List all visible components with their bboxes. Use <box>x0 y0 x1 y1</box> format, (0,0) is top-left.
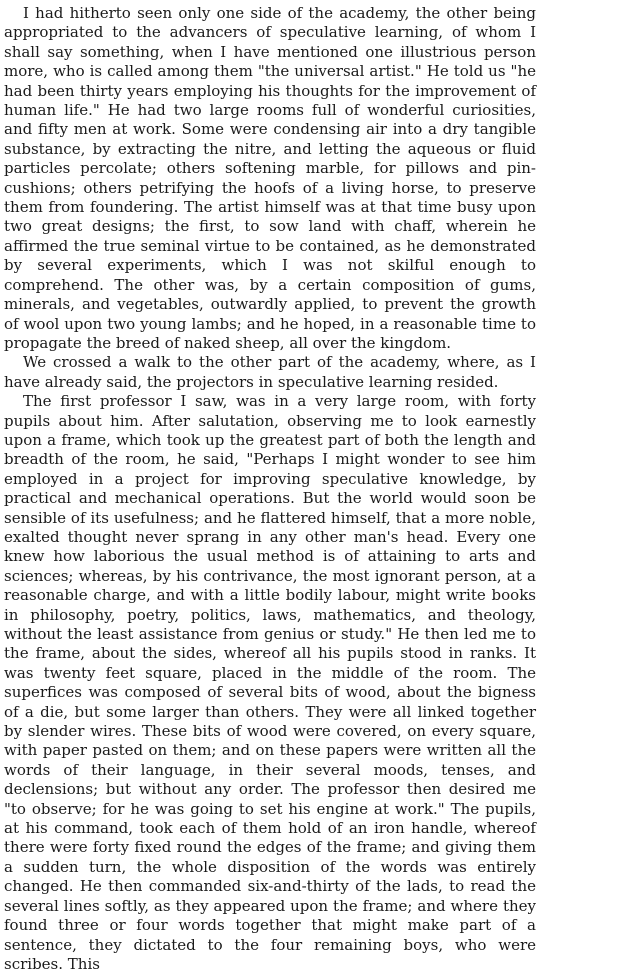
paragraph-crossed-walk: We crossed a walk to the other part of the academy, where, as I have already said, the projectors in speculative learning resided. <box>4 353 536 391</box>
paragraph-universal-artist: I had hitherto seen only one side of the academy, the other being appropriated to the advancers of speculative learning, of whom I shall say something, when I have mentioned one illustrious person more, who is called among them "the universal artist." He told us "he had been thirty years employing his thoughts for the improvement of human life." He had two large rooms full of wonderful curiosities, and fifty men at work. Some were condensing air into a dry tangible substance, by extracting the nitre, and letting the aqueous or fluid particles percolate; others softening marble, for pillows and pin-cushions; others petrifying the hoofs of a living horse, to preserve them from foundering. The artist himself was at that time busy upon two great designs; the first, to sow land with chaff, wherein he affirmed the true seminal virtue to be contained, as he demonstrated by several experiments, which I was not skilful enough to comprehend. The other was, by a certain composition of gums, minerals, and vegetables, outwardly applied, to prevent the growth of wool upon two young lambs; and he hoped, in a reasonable time to propagate the breed of naked sheep, all over the kingdom. <box>4 4 536 352</box>
paragraph-first-professor: The first professor I saw, was in a very large room, with forty pupils about him. After salutation, observing me to look earnestly upon a frame, which took up the greatest part of both the length and breadth of the room, he said, "Perhaps I might wonder to see him employed in a project for improving speculative knowledge, by practical and mechanical operations. But the world would soon be sensible of its usefulness; and he flattered himself, that a more noble, exalted thought never sprang in any other man's head. Every one knew how laborious the usual method is of attaining to arts and sciences; whereas, by his contrivance, the most ignorant person, at a reasonable charge, and with a little bodily labour, might write books in philosophy, poetry, politics, laws, mathematics, and theology, without the least assistance from genius or study." He then led me to the frame, about the sides, whereof all his pupils stood in ranks. It was twenty feet square, placed in the middle of the room. The superfices was composed of several bits of wood, about the bigness of a die, but some larger than others. They were all linked together by slender wires. These bits of wood were covered, on every square, with paper pasted on them; and on these papers were written all the words of their language, in their several moods, tenses, and declensions; but without any order. The professor then desired me "to observe; for he was going to set his engine at work." The pupils, at his command, took each of them hold of an iron handle, whereof there were forty fixed round the edges of the frame; and giving them a sudden turn, the whole disposition of the words was entirely changed. He then commanded six-and-thirty of the lads, to read the several lines softly, as they appeared upon the frame; and where they found three or four words together that might make part of a sentence, they dictated to the four remaining boys, who were scribes. This <box>4 392 536 973</box>
document-page <box>4 4 536 974</box>
